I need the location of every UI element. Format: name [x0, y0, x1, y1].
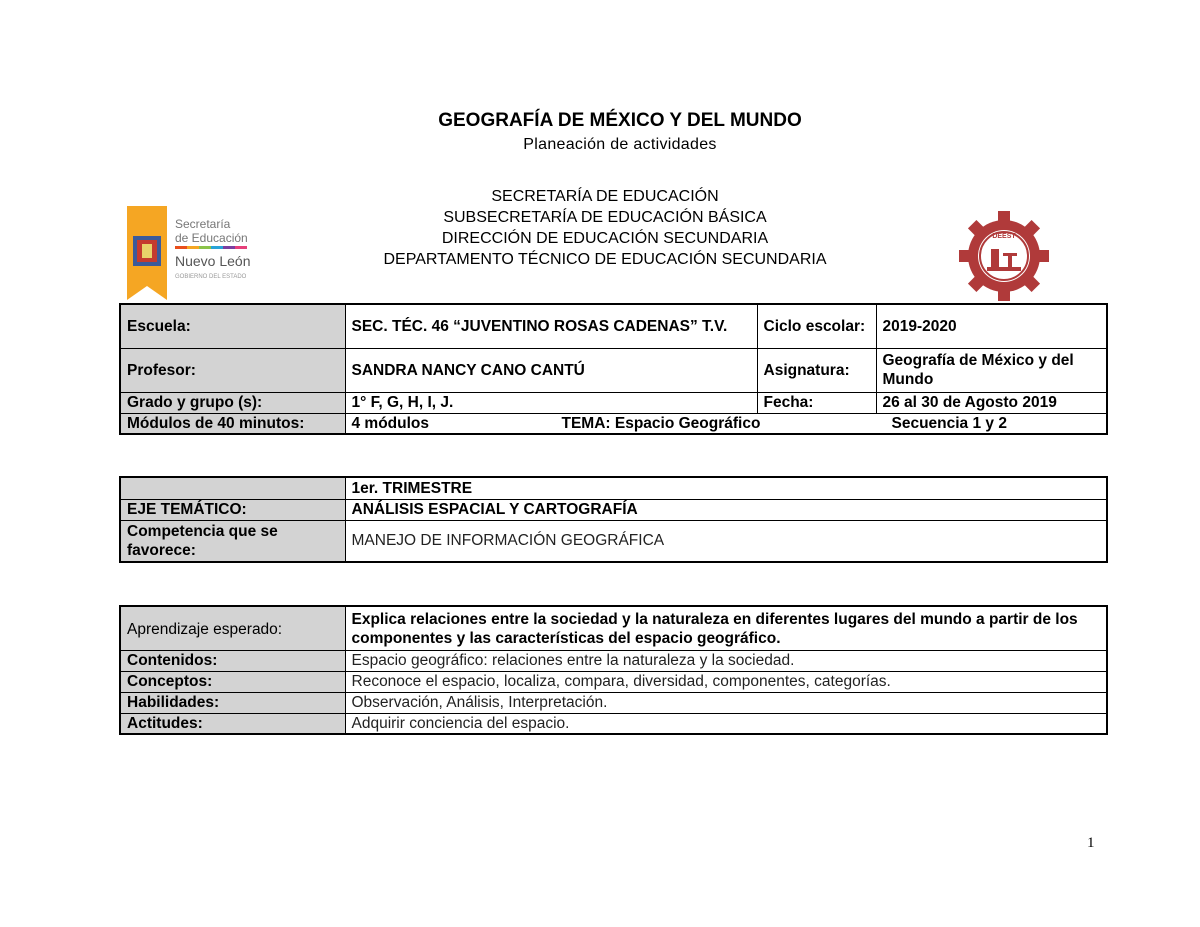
profesor-value: SANDRA NANCY CANO CANTÚ [345, 348, 757, 392]
deest-gear-logo [957, 209, 1051, 303]
secretaria-educacion-logo [127, 206, 257, 300]
aprendizaje-label: Aprendizaje esperado: [120, 606, 345, 650]
empty-label-cell [120, 477, 345, 499]
grado-label: Grado y grupo (s): [120, 392, 345, 413]
logo-text-2: de Educación [175, 231, 248, 245]
habilidades-value: Observación, Análisis, Interpretación. [345, 692, 1107, 713]
table-row [120, 392, 1107, 413]
institution-line-2: SUBSECRETARÍA DE EDUCACIÓN BÁSICA [443, 209, 767, 226]
institution-line-4: DEPARTAMENTO TÉCNICO DE EDUCACIÓN SECUNDARIA [383, 251, 827, 268]
habilidades-label: Habilidades: [120, 692, 345, 713]
ciclo-value: 2019-2020 [876, 304, 1107, 348]
asignatura-label: Asignatura: [757, 348, 876, 392]
profesor-label: Profesor: [120, 348, 345, 392]
asignatura-value: Geografía de México y del Mundo [876, 348, 1107, 392]
document-subtitle: Planeación de actividades [523, 136, 717, 153]
modulos-label: Módulos de 40 minutos: [120, 413, 345, 434]
document-title: GEOGRAFÍA DE MÉXICO Y DEL MUNDO [438, 110, 802, 131]
table-row [120, 713, 1107, 734]
ciclo-label: Ciclo escolar: [757, 304, 876, 348]
general-info-table [119, 303, 1108, 435]
fecha-label: Fecha: [757, 392, 876, 413]
eje-label: EJE TEMÁTICO: [120, 499, 345, 520]
competencia-value: MANEJO DE INFORMACIÓN GEOGRÁFICA [345, 520, 1107, 562]
grado-value: 1° F, G, H, I, J. [345, 392, 757, 413]
actitudes-value: Adquirir conciencia del espacio. [345, 713, 1107, 734]
table-row [120, 606, 1107, 650]
aprendizaje-table [119, 605, 1108, 735]
competencia-label: Competencia que se favorece: [120, 520, 345, 562]
logo-text-1: Secretaría [175, 217, 231, 231]
eje-tematico-table [119, 476, 1108, 563]
contenidos-value: Espacio geográfico: relaciones entre la naturaleza y la sociedad. [345, 650, 1107, 671]
table-row [120, 650, 1107, 671]
table-row [120, 671, 1107, 692]
logo-text-4: GOBIERNO DEL ESTADO [175, 274, 247, 280]
table-row [120, 692, 1107, 713]
table-row [120, 499, 1107, 520]
conceptos-label: Conceptos: [120, 671, 345, 692]
institution-line-1: SECRETARÍA DE EDUCACIÓN [491, 188, 719, 205]
table-row [120, 348, 1107, 392]
conceptos-value: Reconoce el espacio, localiza, compara, diversidad, componentes, categorías. [345, 671, 1107, 692]
tema-value: TEMA: Espacio Geográfico [561, 414, 761, 432]
modulos-row [345, 413, 1107, 434]
fecha-value: 26 al 30 de Agosto 2019 [876, 392, 1107, 413]
table-row [120, 520, 1107, 562]
table-row [120, 304, 1107, 348]
aprendizaje-value: Explica relaciones entre la sociedad y la naturaleza en diferentes lugares del mundo a partir de los componentes y las características del espacio geográfico. [345, 606, 1107, 650]
escuela-label: Escuela: [120, 304, 345, 348]
page-number: 1 [1087, 835, 1095, 851]
logo-text-3: Nuevo León [175, 253, 251, 269]
escuela-value: SEC. TÉC. 46 “JUVENTINO ROSAS CADENAS” T.V. [345, 304, 757, 348]
logo-deest-text: DEEST [992, 233, 1016, 240]
trimestre-value: 1er. TRIMESTRE [345, 477, 1107, 499]
modulos-value: 4 módulos [351, 414, 430, 432]
contenidos-label: Contenidos: [120, 650, 345, 671]
table-row [120, 413, 1107, 434]
table-row [120, 477, 1107, 499]
actitudes-label: Actitudes: [120, 713, 345, 734]
eje-value: ANÁLISIS ESPACIAL Y CARTOGRAFÍA [345, 499, 1107, 520]
secuencia-value: Secuencia 1 y 2 [891, 414, 1007, 432]
institution-line-3: DIRECCIÓN DE EDUCACIÓN SECUNDARIA [441, 230, 769, 247]
